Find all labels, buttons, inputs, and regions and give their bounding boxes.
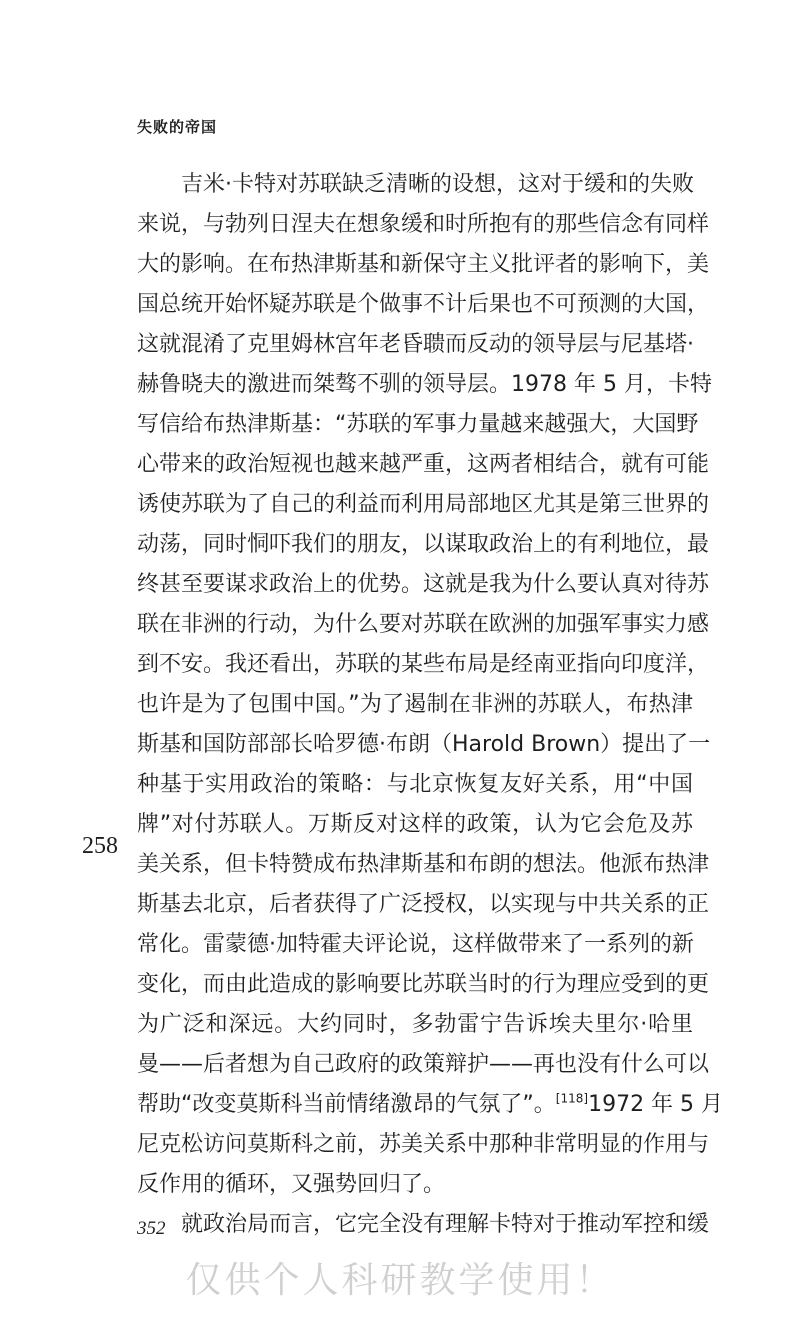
text-line: 赫鲁晓夫的激进而桀骜不驯的领导层。1978 年 5 月，卡特 (137, 372, 712, 397)
text-line: 反作用的循环，又强势回归了。 (137, 1172, 446, 1197)
text-line: 斯基和国防部部长哈罗德·布朗（Harold Brown）提出了一 (137, 732, 711, 757)
text-line: 吉米·卡特对苏联缺乏清晰的设想，这对于缓和的失败 (181, 172, 694, 197)
margin-page-number: 258 (82, 833, 118, 859)
text-line: 牌”对付苏联人。万斯反对这样的政策，认为它会危及苏 (137, 812, 693, 837)
text-segment: 帮助“改变莫斯科当前情绪激昂的气氛了”。 (137, 1092, 556, 1117)
text-line: 诱使苏联为了自己的利益而利用局部地区尤其是第三世界的 (137, 492, 710, 517)
text-line: 动荡，同时恫吓我们的朋友，以谋取政治上的有利地位，最 (137, 532, 710, 557)
text-line: 终甚至要谋求政治上的优势。这就是我为什么要认真对待苏 (137, 572, 710, 597)
watermark: 仅供个人科研教学使用！ (185, 1260, 615, 1301)
text-line: 也许是为了包围中国。”为了遏制在非洲的苏联人，布热津 (137, 692, 693, 717)
running-head: 失败的帝国 (137, 118, 218, 136)
text-line: 美关系，但卡特赞成布热津斯基和布朗的想法。他派布热津 (137, 852, 710, 877)
text-line: 联在非洲的行动，为什么要对苏联在欧洲的加强军事实力感 (137, 612, 710, 637)
text-line: 斯基去北京，后者获得了广泛授权，以实现与中共关系的正 (137, 892, 710, 917)
text-line (137, 1085, 724, 1125)
text-line: 到不安。我还看出，苏联的某些布局是经南亚指向印度洋， (137, 652, 710, 677)
text-segment: 1972 年 5 月 (588, 1092, 724, 1117)
text-line: 国总统开始怀疑苏联是个做事不计后果也不可预测的大国， (137, 292, 710, 317)
text-line: 这就混淆了克里姆林宫年老昏聩而反动的领导层与尼基塔· (137, 332, 694, 357)
text-line: 来说，与勃列日涅夫在想象缓和时所抱有的那些信念有同样 (137, 212, 710, 237)
text-line: 曼——后者想为自己政府的政策辩护——再也没有什么可以 (137, 1052, 710, 1077)
text-line: 大的影响。在布热津斯基和新保守主义批评者的影响下，美 (137, 252, 710, 277)
text-line: 变化，而由此造成的影响要比苏联当时的行为理应受到的更 (137, 972, 710, 997)
text-line: 为广泛和深远。大约同时，多勃雷宁告诉埃夫里尔·哈里 (137, 1012, 693, 1037)
text-line: 种基于实用政治的策略：与北京恢复友好关系，用“中国 (137, 772, 693, 797)
text-line: 心带来的政治短视也越来越严重，这两者相结合，就有可能 (137, 452, 710, 477)
page-number: 352 (137, 1218, 166, 1239)
footnote-marker[interactable]: [118] (555, 1091, 589, 1106)
text-line: 尼克松访问莫斯科之前，苏美关系中那种非常明显的作用与 (137, 1132, 710, 1157)
text-line: 写信给布热津斯基：“苏联的军事力量越来越强大，大国野 (137, 412, 699, 437)
text-line: 常化。雷蒙德·加特霍夫评论说，这样做带来了一系列的新 (137, 932, 694, 957)
text-line: 就政治局而言，它完全没有理解卡特对于推动军控和缓 (181, 1212, 710, 1237)
